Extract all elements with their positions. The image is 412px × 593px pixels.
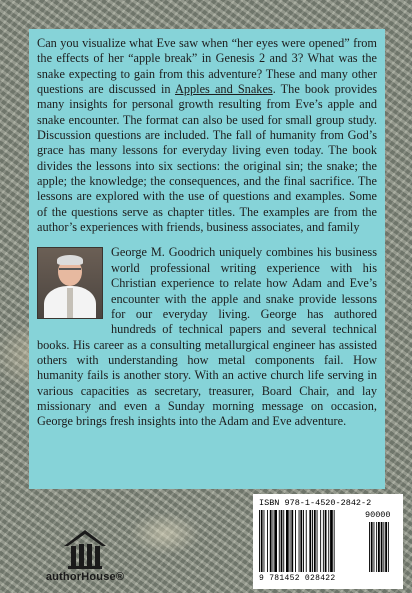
author-bio: George M. Goodrich uniquely combines his business world professional writing experience with his Christian experience to relate how Adam and Eve’s encounter with the apple and snake provide lessons for our everyday living. George has authored hundreds of technical papers and several technical books. His career as a consulting metallurgical engineer has assisted others with understanding how metal components fail. How humanity fails is another story. With an active church life serving in various capacities as secretary, treasurer, Board Chair, and lay missionary and even a Sunday morning message on occasion, George brings fresh insights into the Adam and Eve adventure. (37, 245, 377, 429)
author-photo (37, 247, 103, 319)
isbn-barcode (253, 494, 403, 589)
description-text-2: . The book provides many insights for personal growth resulting from Eve’s apple and snake encounter. The format can also be used for small group study. Discussion questions are included. The fall of humanity from God’s grace has many lessons for everyday living even today. The book divides the lessons into six sections: the original sin; the snake; the apple; the knowledge; the consequences, and the final sacrifice. The lessons are explored with the use of questions and examples. Some of the questions serve as chapter titles. The examples are from the author’s experiences with friends, business associates, and family (37, 82, 377, 235)
publisher-name: authorHouse® (45, 571, 125, 583)
publisher-logo (40, 528, 130, 588)
book-title-link: Apples and Snakes (175, 82, 273, 97)
price-code: 90000 (365, 510, 391, 520)
author-bio-section (37, 245, 377, 429)
book-description (37, 36, 377, 235)
house-logo-icon (62, 528, 108, 570)
description-panel (29, 29, 385, 489)
description-text-1: Can you visualize what Eve saw when “her eyes were opened” from the effects of her “apple break” in Genesis 2 and 3? What was the snake expecting to gain from this adventure? These and many other questions are discussed in (37, 36, 377, 97)
isbn-number-line: 9 781452 028422 (259, 574, 397, 583)
isbn-label: ISBN 978-1-4520-2842-2 (259, 498, 372, 508)
